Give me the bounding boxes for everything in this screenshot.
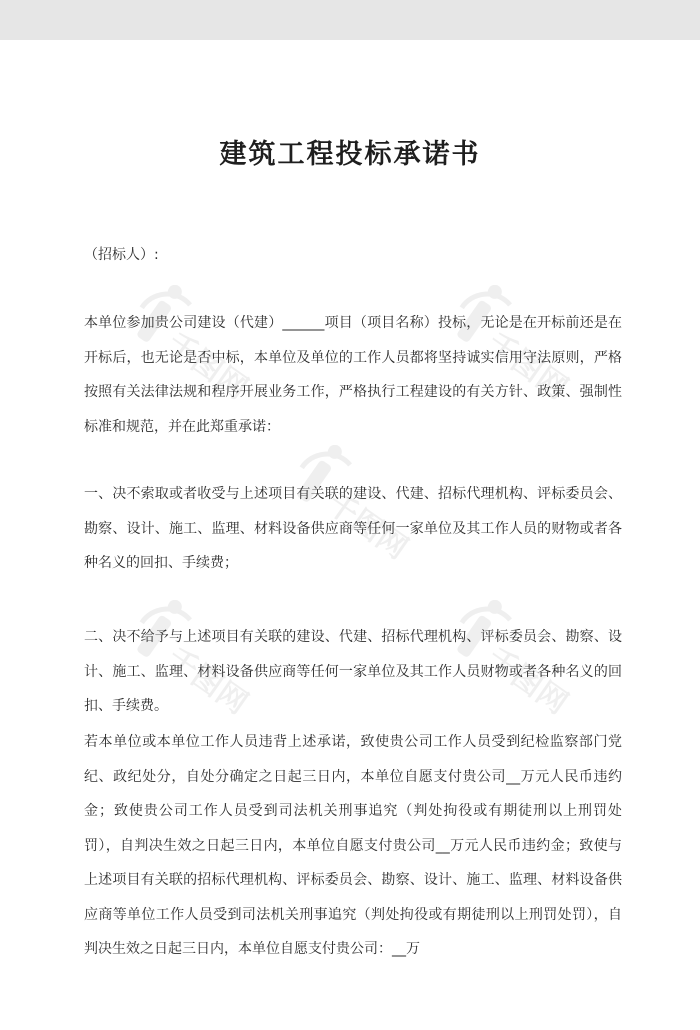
addressee-line: （招标人）: [84, 247, 159, 263]
commitment-item-2: 二、决不给予与上述项目有关联的建设、代建、招标代理机构、评标委员会、勘察、设计、施工、监理、材料设备供应商等任何一家单位及其工作人员财物或者各种名义的回扣、手续费。 [84, 629, 622, 714]
penalty-paragraph: 若本单位或本单位工作人员违背上述承诺，致使贵公司工作人员受到纪检监察部门党纪、政纪处分，自处分确定之日起三日内，本单位自愿支付贵公司__万元人民币违约金；致使贵公司工作人员受到司法机关刑事追究（判处拘役或有期徒刑以上刑罚处罚），自判决生效之日起三日内，本单位自愿支付贵公司__万元人民币违约金；致使与上述项目有关联的招标代理机构、评标委员会、勘察、设计、施工、监理、材料设备供应商等单位工作人员受到司法机关刑事追究（判处拘役或有期徒刑以上刑罚处罚），自判决生效之日起三日内，本单位自愿支付贵公司：__万 [84, 734, 622, 957]
intro-paragraph: 本单位参加贵公司建设（代建）______项目（项目名称）投标，无论是在开标前还是在开标后，也无论是否中标，本单位及单位的工作人员都将坚持诚实信用守法原则，严格按照有关法律法规和程序开展业务工作，严格执行工程建设的有关方针、政策、强制性标准和规范，并在此郑重承诺： [84, 315, 622, 435]
document-page [0, 40, 700, 1030]
commitment-item-1: 一、决不索取或者收受与上述项目有关联的建设、代建、招标代理机构、评标委员会、勘察、设计、施工、监理、材料设备供应商等任何一家单位及其工作人员的财物或者各种名义的回扣、手续费； [84, 486, 622, 571]
top-gray-band [0, 0, 700, 40]
document-title: 建筑工程投标承诺书 [219, 139, 481, 170]
